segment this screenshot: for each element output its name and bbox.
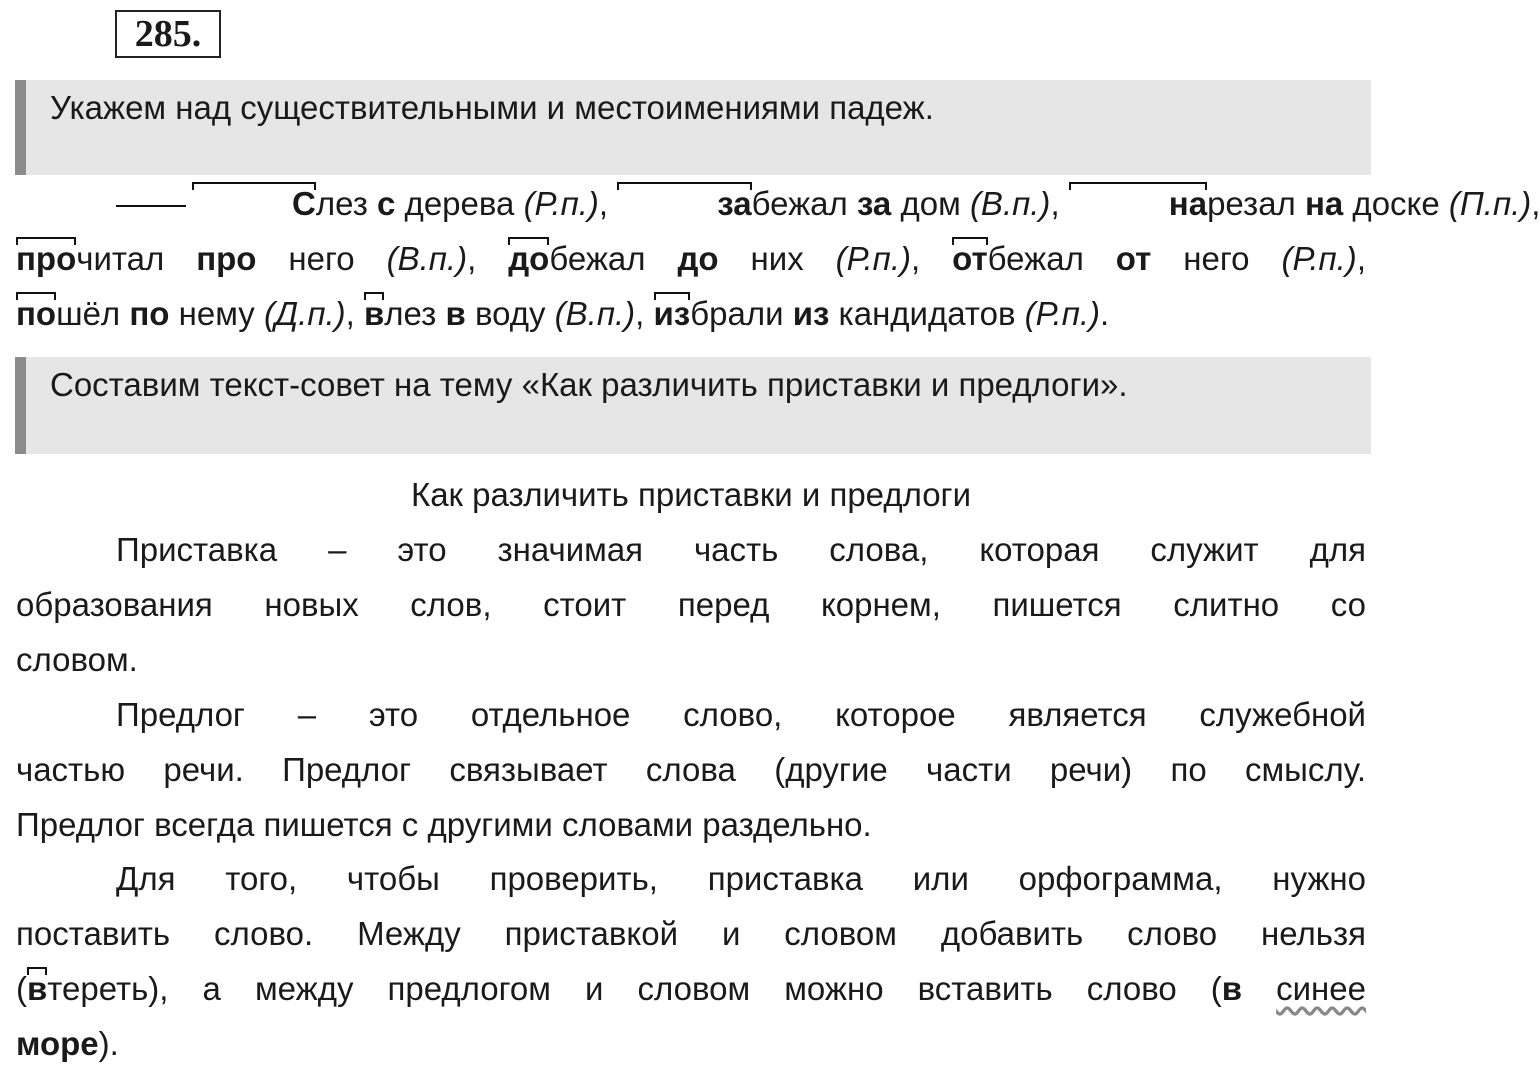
prefix-mark: в bbox=[27, 961, 47, 1016]
examples-block bbox=[16, 176, 1540, 341]
task-text-2: Составим текст-совет на тему «Как различить приставки и предлоги». bbox=[50, 366, 1128, 403]
word-text: читал bbox=[76, 240, 197, 277]
prefix-mark: по bbox=[16, 286, 56, 341]
paragraph-line: словом. bbox=[16, 641, 138, 678]
examples-line-1 bbox=[16, 176, 1540, 231]
preposition: в bbox=[445, 295, 466, 332]
case-label: (Р.п.) bbox=[1281, 240, 1357, 277]
preposition: по bbox=[129, 295, 170, 332]
prefix-mark: С bbox=[192, 176, 316, 231]
punct: ( bbox=[16, 970, 27, 1007]
noun-bold: море bbox=[16, 1025, 99, 1062]
wavy-underlined-word: синее bbox=[1276, 970, 1366, 1007]
examples-line-2 bbox=[16, 231, 1366, 286]
prefix-mark: в bbox=[364, 286, 384, 341]
task-text-1: Укажем над существительными и местоимениями падеж. bbox=[50, 89, 934, 126]
word-text: дом bbox=[891, 185, 970, 222]
word-text: резал bbox=[1207, 185, 1305, 222]
paragraph-line: частью речи. Предлог связывает слова (другие части речи) по смыслу. bbox=[16, 751, 1366, 788]
preposition: до bbox=[677, 240, 719, 277]
word-text: дерева bbox=[395, 185, 524, 222]
paragraph-line: поставить слово. Между приставкой и словом добавить слово нельзя bbox=[16, 915, 1366, 952]
word-text: лез bbox=[315, 185, 378, 222]
preposition: про bbox=[196, 240, 257, 277]
case-label: (Р.п.) bbox=[835, 240, 912, 277]
punct: , bbox=[345, 295, 364, 332]
preposition: от bbox=[1115, 240, 1152, 277]
case-label: (В.п.) bbox=[969, 185, 1051, 222]
word-text: воду bbox=[465, 295, 555, 332]
word-text: бежал bbox=[751, 185, 857, 222]
punct: , bbox=[911, 240, 953, 277]
word-text: них bbox=[718, 240, 836, 277]
prefix-mark: за bbox=[617, 176, 751, 231]
paragraph-prefix bbox=[16, 522, 1366, 687]
word-text: доске bbox=[1343, 185, 1449, 222]
prefix-mark: от bbox=[952, 231, 988, 286]
paragraph-line bbox=[16, 1016, 1366, 1071]
word-text: бежал bbox=[987, 240, 1116, 277]
task-instruction-1 bbox=[15, 80, 1371, 175]
punct: , bbox=[635, 295, 654, 332]
preposition: за bbox=[856, 185, 892, 222]
word-text: бежал bbox=[549, 240, 678, 277]
case-label: (В.п.) bbox=[386, 240, 468, 277]
paragraph-line bbox=[16, 961, 1366, 1016]
paragraph-line: Для того, чтобы проверить, приставка или орфограмма, нужно bbox=[116, 860, 1366, 897]
prefix-mark: из bbox=[654, 286, 691, 341]
case-label: (Д.п.) bbox=[263, 295, 346, 332]
paragraph-line: Приставка – это значимая часть слова, которая служит для bbox=[116, 531, 1366, 568]
punct: , bbox=[598, 185, 618, 222]
word-text: лез bbox=[384, 295, 446, 332]
paragraph-line: Предлог всегда пишется с другими словами раздельно. bbox=[16, 806, 872, 843]
exercise-number: 285. bbox=[115, 10, 221, 58]
paragraph-check bbox=[16, 851, 1366, 1071]
case-label: (Р.п.) bbox=[1024, 295, 1101, 332]
preposition: с bbox=[377, 185, 396, 222]
word-text: тереть), а между предлогом и словом можно вставить слово ( bbox=[47, 970, 1222, 1007]
punct: , bbox=[1531, 185, 1540, 222]
punct: ). bbox=[98, 1025, 119, 1062]
case-label: (П.п.) bbox=[1448, 185, 1532, 222]
preposition: в bbox=[1221, 970, 1243, 1007]
punct: , bbox=[467, 240, 509, 277]
word-text: шёл bbox=[56, 295, 130, 332]
word-text: кандидатов bbox=[829, 295, 1025, 332]
examples-line-3 bbox=[16, 286, 1366, 341]
word-text: него bbox=[1151, 240, 1282, 277]
case-label: (В.п.) bbox=[554, 295, 636, 332]
space bbox=[1242, 970, 1276, 1007]
case-label: (Р.п.) bbox=[523, 185, 599, 222]
text-heading: Как различить приставки и предлоги bbox=[410, 476, 972, 513]
preposition: из bbox=[792, 295, 830, 332]
word-text: нему bbox=[169, 295, 264, 332]
punct: . bbox=[1100, 295, 1110, 332]
prefix-mark: до bbox=[508, 231, 549, 286]
prefix-mark: на bbox=[1069, 176, 1207, 231]
paragraph-preposition bbox=[16, 687, 1366, 852]
blank-line bbox=[116, 205, 186, 207]
paragraph-line: образования новых слов, стоит перед корнем, пишется слитно со bbox=[16, 586, 1366, 623]
punct: , bbox=[1050, 185, 1069, 222]
task-instruction-2 bbox=[15, 357, 1371, 454]
prefix-mark: про bbox=[16, 231, 76, 286]
word-text: брали bbox=[690, 295, 793, 332]
punct: , bbox=[1356, 240, 1366, 277]
preposition: на bbox=[1304, 185, 1344, 222]
paragraph-line: Предлог – это отдельное слово, которое является служебной bbox=[116, 696, 1366, 733]
word-text: него bbox=[256, 240, 387, 277]
